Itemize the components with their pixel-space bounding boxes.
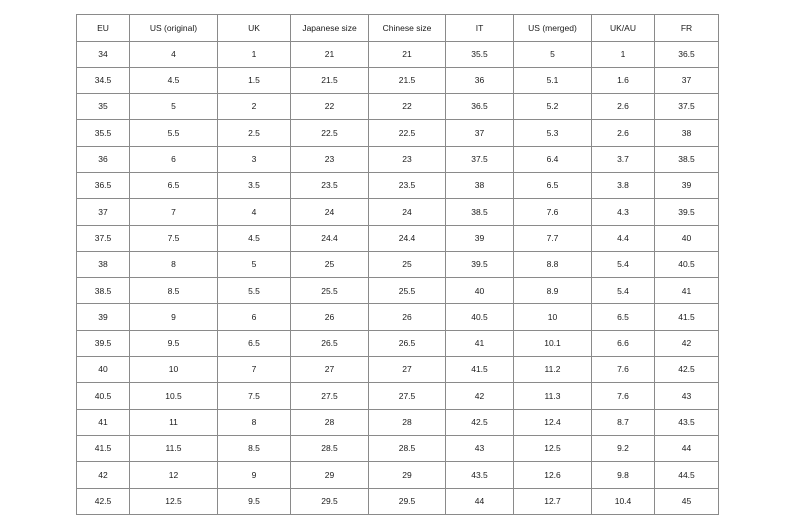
column-header: Japanese size [291,15,369,42]
table-cell: 42.5 [446,409,514,435]
table-cell: 9 [130,304,218,330]
table-cell: 26.5 [369,330,446,356]
table-cell: 42.5 [77,488,130,514]
table-cell: 5.5 [130,120,218,146]
table-cell: 41.5 [446,357,514,383]
table-cell: 6.5 [218,330,291,356]
table-cell: 38 [655,120,719,146]
table-cell: 23 [291,146,369,172]
table-cell: 23 [369,146,446,172]
table-cell: 40.5 [655,251,719,277]
table-cell: 5.5 [218,278,291,304]
table-row [77,94,719,120]
table-cell: 36 [446,67,514,93]
table-cell: 39.5 [655,199,719,225]
table-cell: 21 [291,41,369,67]
table-cell: 5 [130,94,218,120]
table-cell: 40 [655,225,719,251]
table-cell: 7.6 [514,199,592,225]
table-cell: 7 [130,199,218,225]
table-cell: 22 [369,94,446,120]
table-cell: 6.5 [592,304,655,330]
table-row [77,67,719,93]
table-header-row [77,15,719,42]
table-cell: 10.1 [514,330,592,356]
table-cell: 7.5 [218,383,291,409]
column-header: US (original) [130,15,218,42]
table-cell: 25 [291,251,369,277]
table-cell: 39 [655,172,719,198]
table-row [77,435,719,461]
table-cell: 7.7 [514,225,592,251]
table-cell: 35 [77,94,130,120]
table-cell: 42 [77,462,130,488]
table-cell: 38.5 [446,199,514,225]
table-cell: 2.6 [592,94,655,120]
table-cell: 4.4 [592,225,655,251]
table-cell: 24.4 [369,225,446,251]
table-cell: 37.5 [77,225,130,251]
column-header: EU [77,15,130,42]
table-cell: 41.5 [77,435,130,461]
column-header: UK [218,15,291,42]
table-cell: 12.5 [514,435,592,461]
table-cell: 39 [446,225,514,251]
table-cell: 28.5 [291,435,369,461]
table-cell: 6.5 [514,172,592,198]
table-cell: 29 [369,462,446,488]
table-cell: 42 [655,330,719,356]
table-cell: 42.5 [655,357,719,383]
table-cell: 23.5 [291,172,369,198]
table-cell: 25.5 [291,278,369,304]
table-cell: 37 [77,199,130,225]
table-cell: 8.9 [514,278,592,304]
table-row [77,225,719,251]
column-header: US (merged) [514,15,592,42]
table-cell: 40.5 [77,383,130,409]
table-cell: 7.6 [592,357,655,383]
table-cell: 34.5 [77,67,130,93]
table-cell: 40.5 [446,304,514,330]
table-cell: 24.4 [291,225,369,251]
table-cell: 6.4 [514,146,592,172]
table-row [77,304,719,330]
table-cell: 25 [369,251,446,277]
table-cell: 21 [369,41,446,67]
table-cell: 4.5 [130,67,218,93]
table-cell: 38.5 [655,146,719,172]
table-cell: 3 [218,146,291,172]
table-cell: 29.5 [291,488,369,514]
table-cell: 40 [446,278,514,304]
table-cell: 10.4 [592,488,655,514]
table-cell: 6.5 [130,172,218,198]
table-cell: 26.5 [291,330,369,356]
column-header: UK/AU [592,15,655,42]
table-cell: 9.5 [130,330,218,356]
table-cell: 21.5 [291,67,369,93]
table-cell: 10 [130,357,218,383]
table-cell: 3.8 [592,172,655,198]
table-cell: 44.5 [655,462,719,488]
table-cell: 1.6 [592,67,655,93]
table-cell: 38 [77,251,130,277]
table-cell: 22.5 [369,120,446,146]
table-cell: 39.5 [446,251,514,277]
table-cell: 11.2 [514,357,592,383]
table-cell: 36 [77,146,130,172]
table-cell: 43 [446,435,514,461]
table-cell: 3.5 [218,172,291,198]
table-cell: 22 [291,94,369,120]
table-cell: 26 [369,304,446,330]
table-cell: 1 [218,41,291,67]
table-cell: 11.5 [130,435,218,461]
table-row [77,278,719,304]
table-cell: 12.6 [514,462,592,488]
table-cell: 5 [514,41,592,67]
table-cell: 8.7 [592,409,655,435]
table-cell: 43.5 [655,409,719,435]
table-cell: 38.5 [77,278,130,304]
table-cell: 27.5 [369,383,446,409]
table-cell: 4 [130,41,218,67]
table-cell: 4 [218,199,291,225]
table-row [77,462,719,488]
table-cell: 2.5 [218,120,291,146]
table-cell: 2 [218,94,291,120]
table-row [77,357,719,383]
table-row [77,41,719,67]
table-cell: 39.5 [77,330,130,356]
table-cell: 8.8 [514,251,592,277]
table-cell: 44 [655,435,719,461]
column-header: IT [446,15,514,42]
table-cell: 12.5 [130,488,218,514]
table-cell: 41 [77,409,130,435]
table-cell: 7 [218,357,291,383]
table-cell: 8.5 [218,435,291,461]
table-cell: 8 [218,409,291,435]
table-body [77,41,719,514]
table-cell: 6 [130,146,218,172]
table-cell: 37.5 [655,94,719,120]
table-cell: 39 [77,304,130,330]
table-row [77,488,719,514]
table-row [77,251,719,277]
table-row [77,383,719,409]
table-cell: 38 [446,172,514,198]
table-cell: 4.5 [218,225,291,251]
size-conversion-table [76,14,719,515]
table-header [77,15,719,42]
table-row [77,146,719,172]
table-cell: 5 [218,251,291,277]
table-cell: 10 [514,304,592,330]
table-cell: 7.6 [592,383,655,409]
table-cell: 8 [130,251,218,277]
table-cell: 10.5 [130,383,218,409]
table-cell: 37 [446,120,514,146]
table-cell: 36.5 [446,94,514,120]
table-cell: 27 [369,357,446,383]
table-cell: 41 [655,278,719,304]
table-row [77,409,719,435]
table-cell: 45 [655,488,719,514]
table-cell: 28 [369,409,446,435]
table-cell: 34 [77,41,130,67]
table-cell: 27 [291,357,369,383]
table-cell: 1 [592,41,655,67]
table-cell: 21.5 [369,67,446,93]
table-cell: 5.2 [514,94,592,120]
table-cell: 26 [291,304,369,330]
table-cell: 28.5 [369,435,446,461]
table-cell: 36.5 [655,41,719,67]
table-cell: 12.7 [514,488,592,514]
table-cell: 9.5 [218,488,291,514]
table-cell: 42 [446,383,514,409]
table-cell: 6 [218,304,291,330]
table-cell: 35.5 [446,41,514,67]
table-cell: 11 [130,409,218,435]
table-cell: 12 [130,462,218,488]
size-conversion-sheet [76,14,718,515]
table-cell: 25.5 [369,278,446,304]
table-cell: 41.5 [655,304,719,330]
table-cell: 36.5 [77,172,130,198]
table-row [77,199,719,225]
table-cell: 9.8 [592,462,655,488]
table-cell: 43.5 [446,462,514,488]
table-cell: 44 [446,488,514,514]
column-header: FR [655,15,719,42]
table-cell: 2.6 [592,120,655,146]
table-cell: 5.1 [514,67,592,93]
table-cell: 41 [446,330,514,356]
table-cell: 29 [291,462,369,488]
column-header: Chinese size [369,15,446,42]
table-cell: 27.5 [291,383,369,409]
table-cell: 22.5 [291,120,369,146]
table-cell: 37.5 [446,146,514,172]
table-cell: 43 [655,383,719,409]
table-cell: 5.4 [592,251,655,277]
table-cell: 1.5 [218,67,291,93]
table-cell: 3.7 [592,146,655,172]
table-cell: 4.3 [592,199,655,225]
table-cell: 24 [291,199,369,225]
table-cell: 9 [218,462,291,488]
table-cell: 8.5 [130,278,218,304]
table-row [77,120,719,146]
table-cell: 28 [291,409,369,435]
table-cell: 29.5 [369,488,446,514]
table-cell: 37 [655,67,719,93]
table-cell: 23.5 [369,172,446,198]
table-cell: 7.5 [130,225,218,251]
table-cell: 40 [77,357,130,383]
table-cell: 24 [369,199,446,225]
table-row [77,330,719,356]
table-cell: 35.5 [77,120,130,146]
table-cell: 12.4 [514,409,592,435]
table-row [77,172,719,198]
table-cell: 9.2 [592,435,655,461]
table-cell: 5.3 [514,120,592,146]
table-cell: 6.6 [592,330,655,356]
table-cell: 5.4 [592,278,655,304]
table-cell: 11.3 [514,383,592,409]
